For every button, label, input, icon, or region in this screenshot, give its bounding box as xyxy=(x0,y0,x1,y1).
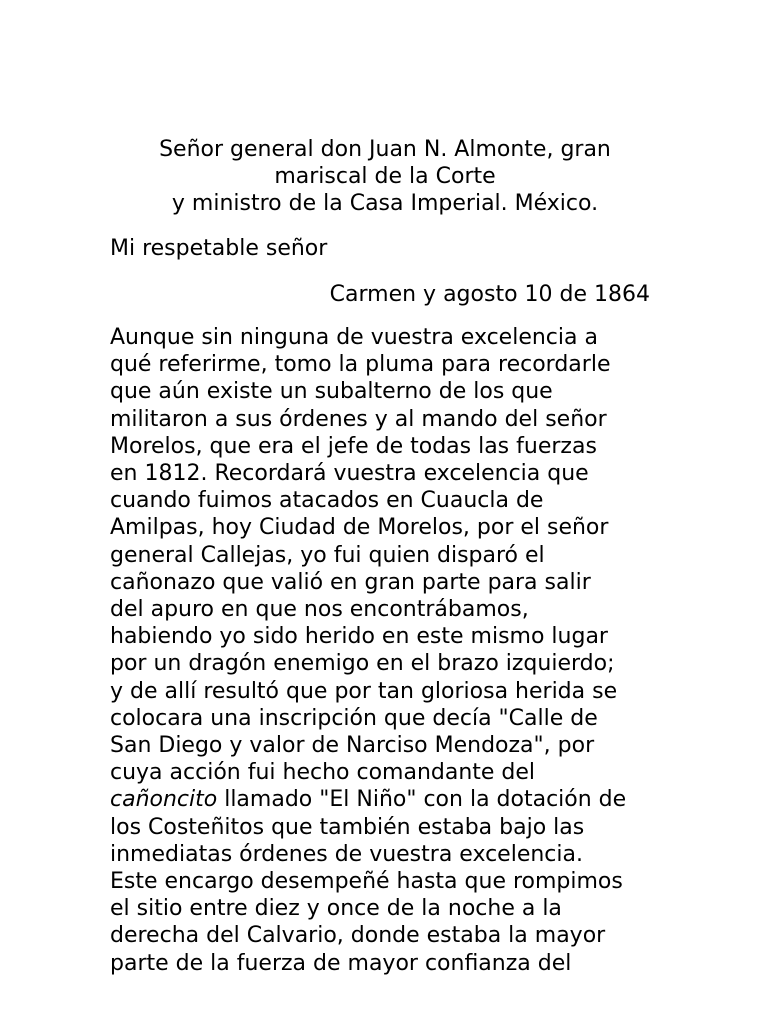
body-line: cañonazo que valió en gran parte para salir xyxy=(110,569,591,595)
body-line: el sitio entre diez y once de la noche a la xyxy=(110,896,562,922)
body-line: del apuro en que nos encontrábamos, xyxy=(110,597,529,623)
address-line: mariscal de la Corte xyxy=(274,164,496,189)
body-line: cuya acción fui hecho comandante del xyxy=(110,760,536,786)
dateline: Carmen y agosto 10 de 1864 xyxy=(329,282,650,307)
body-line: por un dragón enemigo en el brazo izquierdo; xyxy=(110,651,615,677)
address-line: Señor general don Juan N. Almonte, gran xyxy=(159,137,611,162)
salutation: Mi respetable señor xyxy=(110,236,328,261)
address-block xyxy=(110,136,660,217)
body-line xyxy=(110,786,670,813)
body-line: habiendo yo sido herido en este mismo lugar xyxy=(110,624,608,650)
body-line: parte de la fuerza de mayor confianza del xyxy=(110,950,572,976)
address-line: y ministro de la Casa Imperial. México. xyxy=(171,191,599,216)
body-line: derecha del Calvario, donde estaba la mayor xyxy=(110,923,606,949)
body-line: Morelos, que era el jefe de todas las fuerzas xyxy=(110,433,597,459)
body-line: Amilpas, hoy Ciudad de Morelos, por el señor xyxy=(110,515,609,541)
body-line-rest: llamado "El Niño" con la dotación de xyxy=(217,787,627,813)
body-line: que aún existe un subalterno de los que xyxy=(110,379,553,405)
body-line: y de allí resultó que por tan gloriosa herida se xyxy=(110,678,618,704)
body-line: qué referirme, tomo la pluma para recordarle xyxy=(110,352,611,378)
body-line: inmediatas órdenes de vuestra excelencia. xyxy=(110,841,583,867)
body-line: en 1812. Recordará vuestra excelencia que xyxy=(110,461,589,487)
letter-body xyxy=(110,324,670,977)
body-line: general Callejas, yo fui quien disparó el xyxy=(110,542,545,568)
body-line: Este encargo desempeñé hasta que rompimos xyxy=(110,869,623,895)
body-line: Aunque sin ninguna de vuestra excelencia a xyxy=(110,325,598,350)
body-line: militaron a sus órdenes y al mando del señor xyxy=(110,406,607,432)
body-line: San Diego y valor de Narciso Mendoza", por xyxy=(110,733,595,759)
body-line: los Costeñitos que también estaba bajo las xyxy=(110,814,585,840)
body-line: colocara una inscripción que decía "Calle de xyxy=(110,705,598,731)
italic-word: cañoncito xyxy=(110,787,218,813)
body-line: cuando fuimos atacados en Cuaucla de xyxy=(110,488,544,514)
